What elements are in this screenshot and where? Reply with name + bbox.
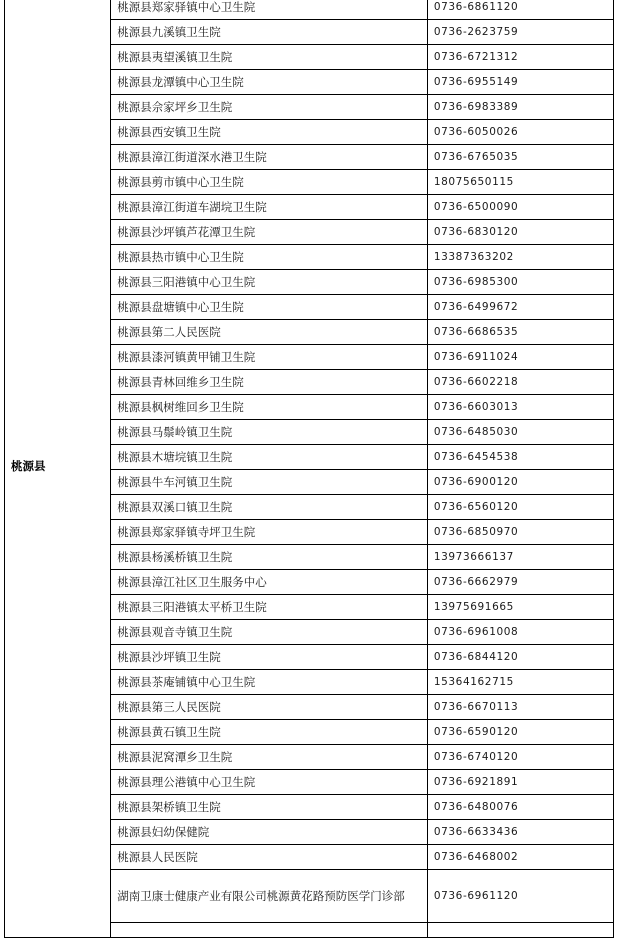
institution-name-cell: 桃源县杨溪桥镇卫生院: [111, 545, 428, 570]
phone-cell: 0736-6560120: [427, 495, 613, 520]
phone-cell: 0736-6844120: [427, 645, 613, 670]
institution-name-cell: 桃源县双溪口镇卫生院: [111, 495, 428, 520]
institution-name-cell: 桃源县泥窝潭乡卫生院: [111, 745, 428, 770]
phone-cell: 0736-6662979: [427, 570, 613, 595]
institution-name-cell: 湖南卫康士健康产业有限公司桃源黄花路预防医学门诊部: [111, 870, 428, 923]
phone-cell: 0736-6454538: [427, 445, 613, 470]
phone-cell: 0736-6590120: [427, 720, 613, 745]
institution-name-cell: 桃源县三阳港镇中心卫生院: [111, 270, 428, 295]
county-cell: 桃源县: [5, 0, 111, 938]
phone-cell: 0736-6721312: [427, 45, 613, 70]
phone-cell: 0736-6603013: [427, 395, 613, 420]
phone-cell: 0736-6921891: [427, 770, 613, 795]
phone-cell: 13973666137: [427, 545, 613, 570]
phone-cell: 0736-6900120: [427, 470, 613, 495]
institution-name-cell: 桃源县九溪镇卫生院: [111, 20, 428, 45]
institution-name-cell: 桃源县漳江社区卫生服务中心: [111, 570, 428, 595]
phone-cell: 0736-6670113: [427, 695, 613, 720]
institution-name-cell: 桃源县郑家驿镇中心卫生院: [111, 0, 428, 20]
phone-cell: 0736-6633436: [427, 820, 613, 845]
institution-name-cell: 桃源县郑家驿镇寺坪卫生院: [111, 520, 428, 545]
institution-name-cell: 桃源县人民医院: [111, 845, 428, 870]
phone-cell: 0736-6961120: [427, 870, 613, 923]
phone-cell: 0736-6765035: [427, 145, 613, 170]
phone-cell: 0736-6499672: [427, 295, 613, 320]
phone-cell: 13387363202: [427, 245, 613, 270]
clinic-table-body: [5, 0, 614, 938]
phone-cell: 0736-6480076: [427, 795, 613, 820]
phone-cell: 0736-6911024: [427, 345, 613, 370]
institution-name-cell: 桃源县枫树维回乡卫生院: [111, 395, 428, 420]
institution-name-cell: 桃源县漳江街道深水港卫生院: [111, 145, 428, 170]
phone-cell: 0736-6861120: [427, 0, 613, 20]
phone-cell: 0736-6740120: [427, 745, 613, 770]
institution-name-cell: 桃源县龙潭镇中心卫生院: [111, 70, 428, 95]
phone-cell: 0736-6602218: [427, 370, 613, 395]
institution-name-cell: 桃源县第三人民医院: [111, 695, 428, 720]
empty-cell: [111, 923, 428, 938]
phone-cell: 0736-6468002: [427, 845, 613, 870]
phone-cell: 0736-6050026: [427, 120, 613, 145]
phone-cell: 0736-6485030: [427, 420, 613, 445]
institution-name-cell: 桃源县黄石镇卫生院: [111, 720, 428, 745]
phone-cell: 0736-6500090: [427, 195, 613, 220]
institution-name-cell: 桃源县青林回维乡卫生院: [111, 370, 428, 395]
institution-name-cell: 桃源县牛车河镇卫生院: [111, 470, 428, 495]
phone-cell: 0736-6850970: [427, 520, 613, 545]
institution-name-cell: 桃源县架桥镇卫生院: [111, 795, 428, 820]
institution-name-cell: 桃源县马鬃岭镇卫生院: [111, 420, 428, 445]
phone-cell: 15364162715: [427, 670, 613, 695]
institution-name-cell: 桃源县沙坪镇卫生院: [111, 645, 428, 670]
phone-cell: 0736-6830120: [427, 220, 613, 245]
phone-cell: 0736-6686535: [427, 320, 613, 345]
institution-name-cell: 桃源县茶庵铺镇中心卫生院: [111, 670, 428, 695]
phone-cell: 0736-6961008: [427, 620, 613, 645]
empty-cell: [427, 923, 613, 938]
institution-name-cell: 桃源县盘塘镇中心卫生院: [111, 295, 428, 320]
institution-name-cell: 桃源县剪市镇中心卫生院: [111, 170, 428, 195]
phone-cell: 18075650115: [427, 170, 613, 195]
institution-name-cell: 桃源县西安镇卫生院: [111, 120, 428, 145]
institution-name-cell: 桃源县热市镇中心卫生院: [111, 245, 428, 270]
institution-name-cell: 桃源县第二人民医院: [111, 320, 428, 345]
phone-cell: 0736-2623759: [427, 20, 613, 45]
institution-name-cell: 桃源县木塘垸镇卫生院: [111, 445, 428, 470]
clinic-table: [4, 0, 614, 938]
table-row: [5, 0, 614, 20]
phone-cell: 0736-6955149: [427, 70, 613, 95]
institution-name-cell: 桃源县妇幼保健院: [111, 820, 428, 845]
institution-name-cell: 桃源县漳江街道车湖垸卫生院: [111, 195, 428, 220]
institution-name-cell: 桃源县三阳港镇太平桥卫生院: [111, 595, 428, 620]
institution-name-cell: 桃源县漆河镇黄甲铺卫生院: [111, 345, 428, 370]
institution-name-cell: 桃源县理公港镇中心卫生院: [111, 770, 428, 795]
institution-name-cell: 桃源县佘家坪乡卫生院: [111, 95, 428, 120]
phone-cell: 13975691665: [427, 595, 613, 620]
phone-cell: 0736-6985300: [427, 270, 613, 295]
institution-name-cell: 桃源县观音寺镇卫生院: [111, 620, 428, 645]
institution-name-cell: 桃源县夷望溪镇卫生院: [111, 45, 428, 70]
phone-cell: 0736-6983389: [427, 95, 613, 120]
institution-name-cell: 桃源县沙坪镇芦花潭卫生院: [111, 220, 428, 245]
